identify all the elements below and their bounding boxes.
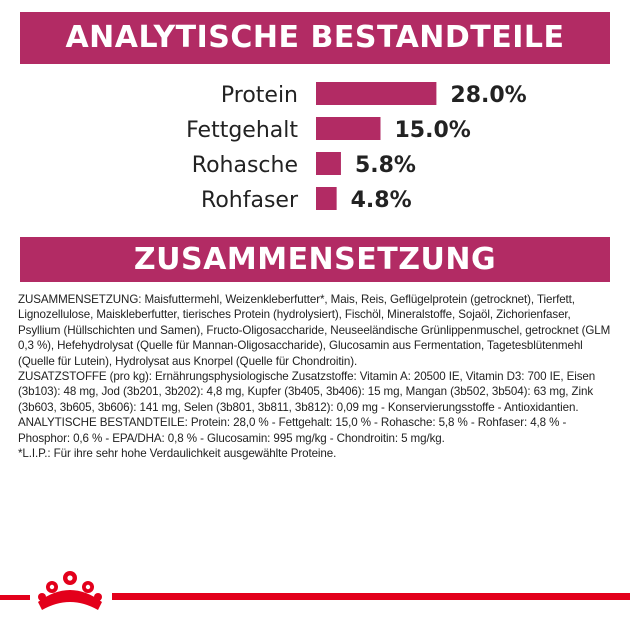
- bar-label-rohfaser: Rohfaser: [201, 188, 298, 213]
- composition-text: [18, 292, 614, 461]
- bar-label-rohasche: Rohasche: [191, 153, 298, 178]
- crown-icon: [38, 571, 102, 610]
- red-swoosh-right: [112, 593, 630, 600]
- bar-value-protein: 28.0%: [450, 83, 527, 108]
- footer-brand-strip: [0, 560, 630, 630]
- bar-rohfaser: [316, 187, 337, 210]
- analysis-paragraph: ANALYTISCHE BESTANDTEILE: Protein: 28,0 % - Fettgehalt: 15,0 % - Rohasche: 5,8 % - Rohfaser: 4,8 % - Phosphor: 0,6 % - EPA/DHA: 0,8 % - Glucosamin: 995 mg/kg - Chondroitin: 5 mg/kg.: [18, 416, 567, 445]
- analysis-banner: ANALYTISCHE BESTANDTEILE: [20, 12, 610, 64]
- additives-paragraph: ZUSATZSTOFFE (pro kg): Ernährungsphysiologische Zusatzstoffe: Vitamin A: 20500 IE, Vitamin D3: 700 IE, Eisen (3b103): 48 mg, Jod (3b201, 3b202): 4,8 mg, Kupfer (3b405, 3b406): 15 mg, Mangan (3b502, 3b504): 63 mg, Zink (3b603, 3b605, 3b606): 141 mg, Selen (3b801, 3b811, 3b812): 0,09 mg - Konservierungsstoffe - Antioxidantien.: [18, 370, 596, 414]
- composition-paragraph: ZUSAMMENSETZUNG: Maisfuttermehl, Weizenkleberfutter*, Mais, Reis, Geflügelprotein (getrocknet), Tierfett, Lignozellulose, Maiskleberfutter, tierisches Protein (hydrolysiert), Fischöl, Mineralstoffe, Sojaöl, Zichorienfaser, Psyllium (Hüllschichten und Samen), Fructo-Oligosaccharide, Neuseeländische Grünlippenmuschel, getrocknet (GLM 0,3 %), Hefehydrolysat (Quelle für Mannan-Oligosaccharide), Glucosamin aus Fermentation, Tagetesblütenmehl (Quelle für Lutein), Hydrolysat aus Knorpel (Quelle für Chondroitin).: [18, 293, 611, 368]
- bar-label-protein: Protein: [220, 83, 298, 108]
- bar-value-rohasche: 5.8%: [354, 153, 416, 178]
- red-swoosh-left: [0, 595, 30, 600]
- bar-protein: [316, 82, 436, 105]
- bar-rohasche: [316, 152, 341, 175]
- bar-value-fettgehalt: 15.0%: [394, 118, 471, 143]
- bar-value-rohfaser: 4.8%: [350, 188, 412, 213]
- composition-banner: ZUSAMMENSETZUNG: [20, 237, 610, 282]
- bar-fettgehalt: [316, 117, 381, 140]
- footnote-paragraph: *L.I.P.: Für ihre sehr hohe Verdaulichkeit ausgewählte Proteine.: [18, 447, 337, 461]
- analysis-bar-chart: [0, 70, 630, 220]
- bar-label-fettgehalt: Fettgehalt: [186, 118, 298, 143]
